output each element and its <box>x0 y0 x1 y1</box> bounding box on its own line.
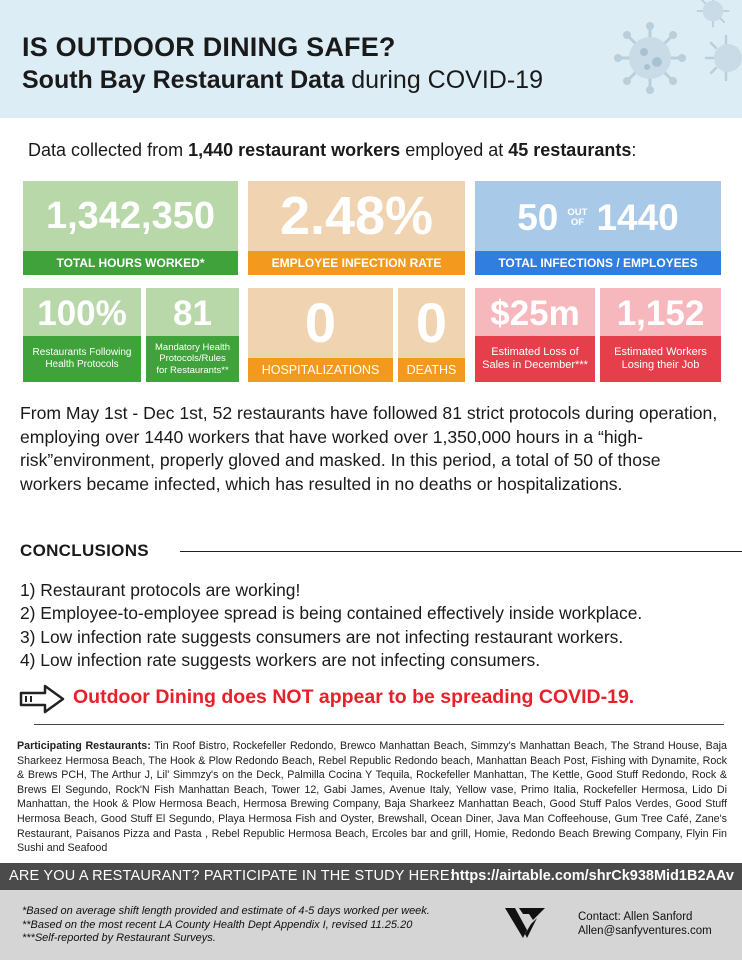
total-hours-label: TOTAL HOURS WORKED* <box>23 251 238 275</box>
hospitalizations-value: 0 <box>304 291 337 354</box>
jobs-lost-label: Estimated Workers Losing their Job <box>600 336 721 382</box>
subtitle-rest: during COVID-19 <box>344 66 543 94</box>
infection-rate-label: EMPLOYEE INFECTION RATE <box>248 251 465 275</box>
intro-text: Data collected from 1,440 restaurant workers employed at 45 restaurants: <box>28 140 637 160</box>
mandatory-protocols-label: Mandatory Health Protocols/Rules for Restaurants** <box>146 336 239 382</box>
jobs-lost-card <box>600 288 721 382</box>
sales-loss-card <box>475 288 595 382</box>
footnotes <box>22 905 430 946</box>
deaths-card <box>398 288 465 382</box>
page-title: IS OUTDOOR DINING SAFE? <box>22 32 396 62</box>
page-subtitle <box>22 66 543 95</box>
protocols-followed-card <box>23 288 141 382</box>
footnote: ***Self-reported by Restaurant Surveys. <box>22 932 216 944</box>
protocols-followed-label: Restaurants Following Health Protocols <box>23 336 141 382</box>
virus-icon <box>702 34 742 82</box>
jobs-lost-value: 1,152 <box>616 294 705 333</box>
summary-paragraph: From May 1st - Dec 1st, 52 restaurants have followed 81 strict protocols during operation, employing over 1440 workers that have worked over 1,350,000 hours in a “high-risk”environment, properly gloved and masked. In this period, a total of 50 of those workers became infected, which has resulted in no deaths or hospitalizations. <box>20 403 718 494</box>
participate-bar <box>0 863 742 890</box>
infection-rate-value: 2.48% <box>279 186 434 246</box>
section-divider <box>34 724 724 725</box>
participants-label: Participating Restaurants: <box>17 740 151 752</box>
employee-count: 1440 <box>596 197 679 238</box>
list-item: 4) Low infection rate suggests workers are not infecting consumers. <box>20 649 541 670</box>
total-infections-label: TOTAL INFECTIONS / EMPLOYEES <box>475 251 721 275</box>
participate-question: ARE YOU A RESTAURANT? PARTICIPATE IN THE STUDY HERE: <box>9 868 454 884</box>
total-infections-card <box>475 181 721 275</box>
hospitalizations-card <box>248 288 393 382</box>
list-item: 1) Restaurant protocols are working! <box>20 580 301 600</box>
out-of-text: OUT OF <box>567 207 588 228</box>
callout <box>18 684 733 716</box>
infections-count: 50 <box>517 197 559 238</box>
total-infections-value <box>475 197 721 239</box>
footer <box>0 890 742 960</box>
deaths-label: DEATHS <box>398 358 465 382</box>
contact-info <box>578 910 712 938</box>
mandatory-protocols-card <box>146 288 239 382</box>
conclusions-divider <box>180 551 742 552</box>
virus-icon <box>690 0 736 28</box>
participants-list: Tin Roof Bistro, Rockefeller Redondo, Brewco Manhattan Beach, Simmzy's Manhattan Beach, The Strand House, Baja Sharkeez Hermosa Beach, The Hook & Plow Redondo Beach, Rebel Republic Redondo beach, Manhattan Beach Post, Fishing with Dynamite, Rock & Brews PCH, The Arthur J, Lil' Simmzy's on the Deck, Palmilla Cocina Y Tequila, Rockefeller Manhattan, The Kettle, Good Stuff Redondo, Rock & Brews El Segundo, Rock'N Fish Manhattan Beach, Tower 12, Gabi James, Avenue Italy, Yellow vase, Primo Italia, Rockefeller Hermosa, Lido Di Manhattan, the Hook & Plow Hermosa Beach, Hermosa Brewing Company, Baja Sharkeez Manhattan Beach, Good Stuff Palos Verdes, Good Stuff Hermosa Beach, Good Stuff El Segundo, Playa Hermosa Fish and Oyster, Brewshall, Ocean Diner, Java Man Coffeehouse, Gum Tree Café, Zane's Restaurant, Paisanos Pizza and Pasta , Rebel Republic Hermosa Beach, Ercoles bar and grill, Homie, Redondo Beach Brewing Company, Flyin Fin Sushi and Seafood <box>17 740 727 855</box>
list-item: 3) Low infection rate suggests consumers are not infecting restaurant workers. <box>20 626 624 647</box>
total-hours-value: 1,342,350 <box>45 195 216 237</box>
header-banner <box>0 0 742 118</box>
virus-icon <box>614 22 686 94</box>
conclusions-list <box>20 579 735 672</box>
worker-count: 1,440 restaurant workers <box>188 140 401 160</box>
hospitalizations-label: HOSPITALIZATIONS <box>248 358 393 382</box>
footnote: **Based on the most recent LA County Health Dept Appendix I, revised 11.25.20 <box>22 918 413 931</box>
sanfy-logo-icon <box>503 904 547 942</box>
contact-name: Contact: Allen Sanford <box>578 911 693 923</box>
infection-rate-card <box>248 181 465 275</box>
protocols-followed-value: 100% <box>37 294 127 333</box>
sales-loss-label: Estimated Loss of Sales in December*** <box>475 336 595 382</box>
conclusions-heading: CONCLUSIONS <box>20 541 149 560</box>
mandatory-protocols-value: 81 <box>173 294 212 333</box>
total-hours-card <box>23 181 238 275</box>
contact-email[interactable]: Allen@sanfyventures.com <box>578 925 712 937</box>
study-link[interactable]: https://airtable.com/shrCk938Mid1B2AAv <box>450 868 734 884</box>
participating-restaurants <box>17 739 727 856</box>
callout-text: Outdoor Dining does NOT appear to be spreading COVID-19. <box>73 686 635 708</box>
arrow-right-icon <box>18 684 66 714</box>
deaths-value: 0 <box>415 291 448 354</box>
list-item: 2) Employee-to-employee spread is being contained effectively inside workplace. <box>20 603 643 624</box>
sales-loss-value: $25m <box>490 294 580 333</box>
subtitle-bold: South Bay Restaurant Data <box>22 66 345 94</box>
footnote: *Based on average shift length provided and estimate of 4-5 days worked per week. <box>22 905 430 917</box>
restaurant-count: 45 restaurants <box>508 140 632 160</box>
